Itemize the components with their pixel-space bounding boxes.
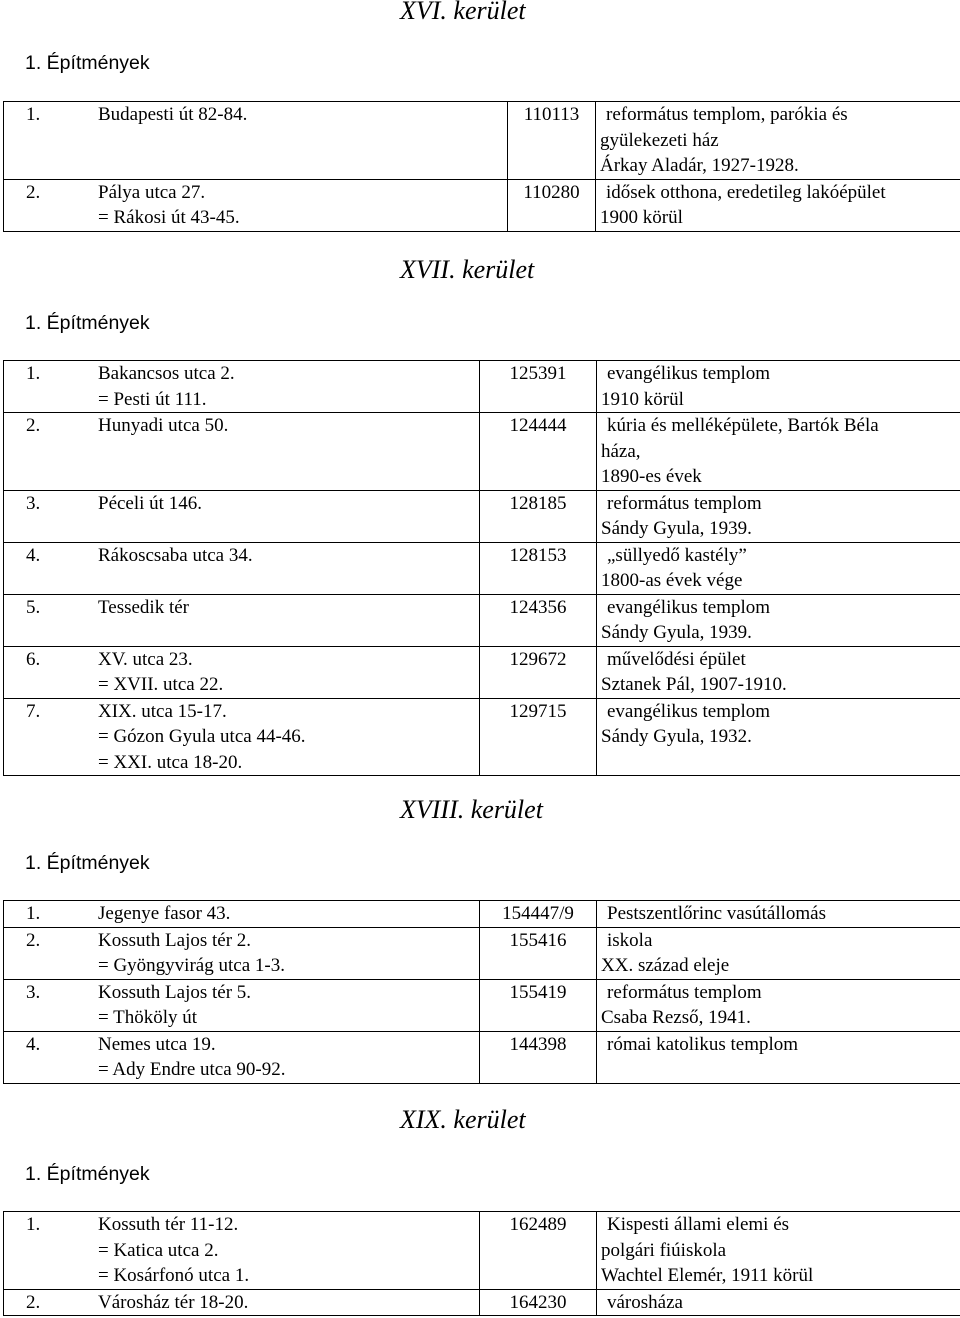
table-row (4, 1031, 960, 1083)
address-line (26, 1212, 479, 1238)
address-line (26, 1290, 479, 1316)
address-line (26, 928, 479, 954)
address-cell (4, 361, 480, 413)
description-cell (597, 361, 960, 413)
description-line: polgári fiúiskola (601, 1239, 727, 1261)
entry-number: 1. (26, 1214, 41, 1235)
address-line (26, 1005, 479, 1031)
registry-id-cell (480, 646, 597, 698)
address-line (26, 901, 479, 927)
description-line: evangélikus templom (607, 700, 771, 722)
description-line: evangélikus templom (607, 596, 771, 618)
address-line (26, 1057, 479, 1083)
description-line: idősek otthona, eredetileg lakóépület (606, 181, 886, 203)
address-line (26, 205, 507, 231)
description-line: gyülekezeti ház (600, 129, 719, 151)
address-text: = XVII. utca 22. (98, 674, 224, 695)
address-cell (4, 1289, 480, 1316)
registry-id-cell (480, 1212, 597, 1290)
description-line: Kispesti állami elemi és (607, 1214, 790, 1235)
description-line: Sándy Gyula, 1932. (601, 726, 752, 747)
entry-number: 1. (26, 363, 41, 384)
entry-number: 2. (26, 1291, 41, 1313)
description-line: Pestszentlőrinc vasútállomás (607, 903, 826, 924)
address-text: = Thököly út (98, 1007, 198, 1028)
district-title: XVIII. kerület (400, 795, 543, 824)
address-cell (4, 1212, 480, 1290)
section-title: 1. Építmények (25, 1163, 150, 1185)
registry-id: 124356 (509, 596, 567, 618)
address-text: Péceli út 146. (98, 492, 202, 514)
description-line: 1800-as évek vége (601, 570, 743, 591)
address-text: Bakancsos utca 2. (98, 363, 235, 384)
address-line (26, 102, 507, 128)
description-cell (597, 594, 960, 646)
address-text: = Katica utca 2. (98, 1239, 219, 1261)
address-text: Városház tér 18-20. (98, 1291, 249, 1313)
address-cell (4, 594, 480, 646)
description-line: Árkay Aladár, 1927-1928. (600, 155, 799, 176)
description-line: háza, (601, 440, 641, 462)
description-cell (597, 413, 960, 491)
description-line: református templom (607, 981, 762, 1003)
section-title: 1. Építmények (25, 312, 150, 334)
registry-id: 155419 (509, 981, 567, 1003)
description-line: Sándy Gyula, 1939. (601, 518, 752, 539)
description-line: „süllyedő kastély” (607, 544, 747, 566)
address-text: Kossuth Lajos tér 2. (98, 929, 252, 951)
registry-id: 129715 (509, 700, 567, 722)
entry-number: 2. (26, 929, 41, 951)
table-row (4, 646, 960, 698)
description-line: Wachtel Elemér, 1911 körül (601, 1265, 814, 1286)
address-text: = Gózon Gyula utca 44-46. (98, 726, 306, 747)
registry-id-cell (480, 1289, 597, 1316)
register-table (3, 1211, 960, 1316)
district-title: XIX. kerület (400, 1105, 526, 1134)
description-line: kúria és melléképülete, Bartók Béla (607, 415, 879, 436)
address-line (26, 413, 479, 439)
table-row (4, 413, 960, 491)
section-title: 1. Építmények (25, 52, 150, 74)
address-text: Jegenye fasor 43. (98, 903, 231, 924)
table-row (4, 102, 960, 180)
registry-id-cell (480, 594, 597, 646)
address-cell (4, 698, 480, 776)
entry-number: 3. (26, 981, 41, 1003)
address-line (26, 387, 479, 413)
register-table (3, 900, 960, 1084)
registry-id-cell (480, 1031, 597, 1083)
entry-number: 2. (26, 181, 41, 203)
entry-number: 2. (26, 415, 41, 436)
address-text: = XXI. utca 18-20. (98, 751, 243, 773)
address-cell (4, 179, 508, 231)
registry-id: 162489 (509, 1214, 567, 1235)
registry-id: 128153 (509, 544, 567, 566)
address-line (26, 647, 479, 673)
address-line (26, 672, 479, 698)
address-text: XIX. utca 15-17. (98, 700, 227, 722)
registry-id: 110280 (523, 181, 580, 203)
table-row (4, 1289, 960, 1316)
address-line (26, 1238, 479, 1264)
section-title: 1. Építmények (25, 852, 150, 874)
description-line: római katolikus templom (607, 1033, 799, 1055)
description-line: Sztanek Pál, 1907-1910. (601, 674, 787, 695)
description-cell (596, 102, 960, 180)
address-cell (4, 1031, 480, 1083)
registry-id-cell (508, 102, 596, 180)
address-cell (4, 542, 480, 594)
table-row (4, 979, 960, 1031)
description-line: 1900 körül (600, 207, 683, 228)
description-line: Sándy Gyula, 1939. (601, 622, 752, 643)
registry-id: 124444 (509, 415, 567, 436)
address-line (26, 1032, 479, 1058)
description-cell (597, 490, 960, 542)
address-line (26, 595, 479, 621)
description-line: 1890-es évek (601, 466, 702, 487)
table-row (4, 490, 960, 542)
description-cell (597, 979, 960, 1031)
address-cell (4, 490, 480, 542)
table-row (4, 542, 960, 594)
address-line (26, 724, 479, 750)
address-text: Nemes utca 19. (98, 1033, 216, 1055)
register-table (3, 360, 960, 776)
address-text: Pálya utca 27. (98, 181, 206, 203)
description-line: Csaba Rezső, 1941. (601, 1007, 751, 1028)
description-cell (597, 542, 960, 594)
address-line (26, 180, 507, 206)
address-cell (4, 901, 480, 928)
address-cell (4, 646, 480, 698)
entry-number: 6. (26, 648, 41, 670)
address-text: Budapesti út 82-84. (98, 104, 248, 125)
description-cell (597, 698, 960, 776)
description-cell (597, 646, 960, 698)
district-title: XVII. kerület (400, 255, 535, 284)
description-cell (596, 179, 960, 231)
district-title: XVI. kerület (400, 0, 526, 25)
table-row (4, 901, 960, 928)
description-line: református templom (607, 492, 762, 514)
address-cell (4, 979, 480, 1031)
address-cell (4, 927, 480, 979)
table-row (4, 927, 960, 979)
registry-id-cell (480, 901, 597, 928)
address-line (26, 543, 479, 569)
address-cell (4, 413, 480, 491)
address-line (26, 699, 479, 725)
entry-number: 3. (26, 492, 41, 514)
table-row (4, 361, 960, 413)
registry-id-cell (480, 698, 597, 776)
registry-id-cell (508, 179, 596, 231)
address-text: = Kosárfonó utca 1. (98, 1265, 250, 1286)
entry-number: 1. (26, 104, 41, 125)
entry-number: 4. (26, 544, 41, 566)
address-text: Kossuth tér 11-12. (98, 1214, 239, 1235)
registry-id-cell (480, 361, 597, 413)
address-line (26, 750, 479, 776)
description-cell (597, 1289, 960, 1316)
registry-id: 129672 (509, 648, 567, 670)
address-line (26, 1263, 479, 1289)
description-line: városháza (607, 1291, 683, 1313)
registry-id: 128185 (509, 492, 567, 514)
address-line (26, 491, 479, 517)
entry-number: 7. (26, 700, 41, 722)
address-text: Kossuth Lajos tér 5. (98, 981, 252, 1003)
address-line (26, 953, 479, 979)
entry-number: 4. (26, 1033, 41, 1055)
description-line: evangélikus templom (607, 363, 771, 384)
address-text: Tessedik tér (98, 596, 190, 618)
register-table (3, 101, 960, 232)
table-row (4, 179, 960, 231)
table-row (4, 1212, 960, 1290)
registry-id: 125391 (509, 363, 567, 384)
address-text: = Rákosi út 43-45. (98, 207, 240, 228)
description-line: művelődési épület (607, 648, 746, 670)
registry-id-cell (480, 413, 597, 491)
entry-number: 1. (26, 903, 41, 924)
description-cell (597, 1212, 960, 1290)
address-line (26, 980, 479, 1006)
registry-id: 155416 (509, 929, 567, 951)
registry-id-cell (480, 542, 597, 594)
description-cell (597, 927, 960, 979)
registry-id-cell (480, 490, 597, 542)
address-line (26, 361, 479, 387)
description-line: XX. század eleje (601, 955, 730, 976)
address-cell (4, 102, 508, 180)
description-line: iskola (607, 929, 653, 951)
registry-id-cell (480, 927, 597, 979)
entry-number: 5. (26, 596, 41, 618)
registry-id-cell (480, 979, 597, 1031)
description-cell (597, 901, 960, 928)
registry-id: 144398 (509, 1033, 567, 1055)
description-line: református templom, parókia és (606, 104, 848, 125)
address-text: = Ady Endre utca 90-92. (98, 1059, 286, 1080)
registry-id: 154447/9 (502, 903, 574, 924)
address-text: = Pesti út 111. (98, 388, 207, 410)
address-text: Hunyadi utca 50. (98, 415, 229, 436)
table-row (4, 698, 960, 776)
registry-id: 164230 (509, 1291, 567, 1313)
address-text: = Gyöngyvirág utca 1-3. (98, 955, 285, 976)
address-text: XV. utca 23. (98, 648, 193, 670)
address-text: Rákoscsaba utca 34. (98, 544, 253, 566)
registry-id: 110113 (523, 104, 580, 125)
description-cell (597, 1031, 960, 1083)
table-row (4, 594, 960, 646)
description-line: 1910 körül (601, 388, 684, 410)
